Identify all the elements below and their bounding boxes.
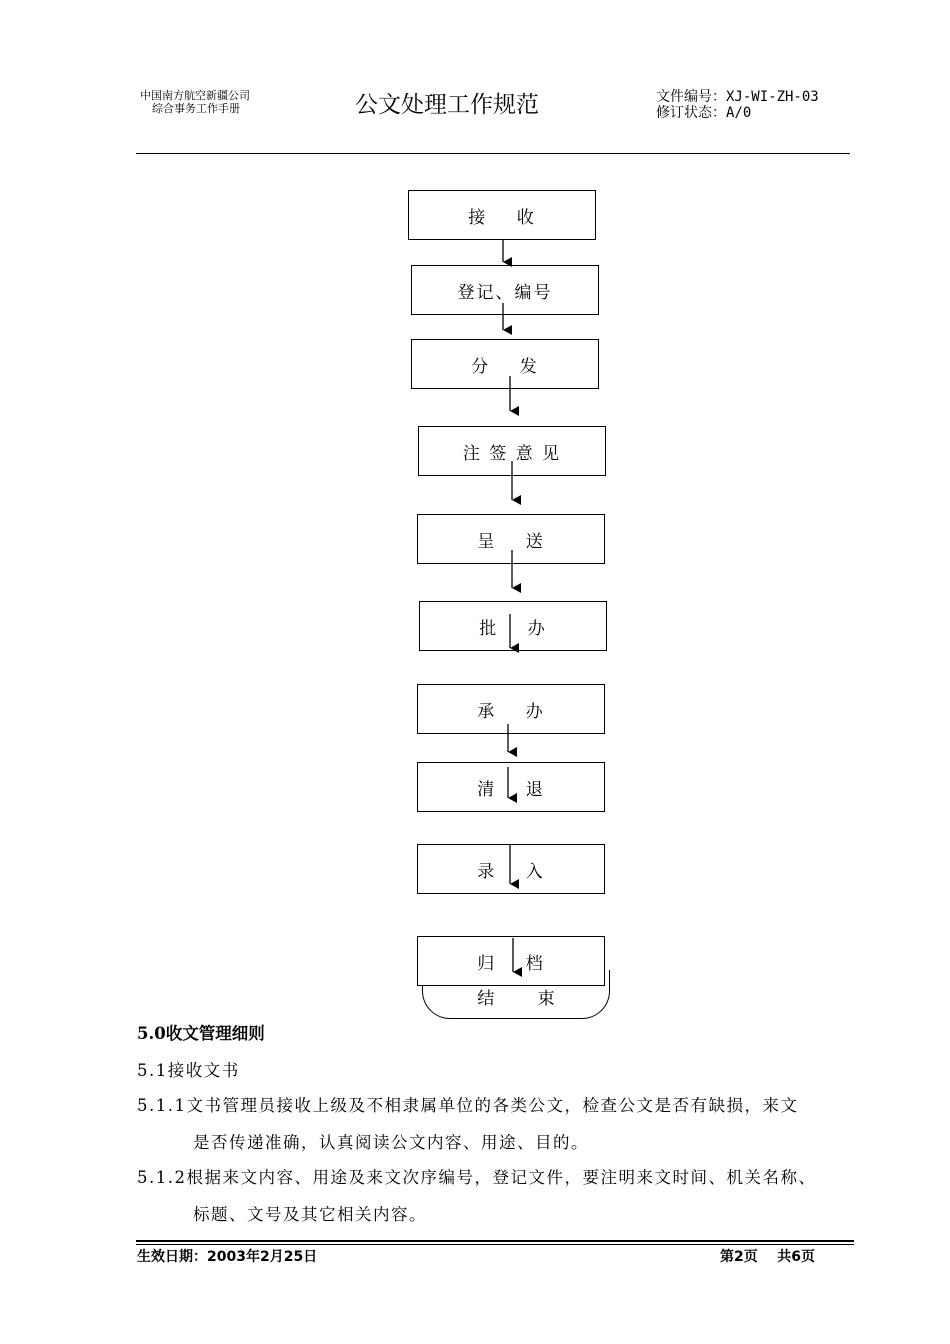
clause-5-1-1-line-2: 是否传递准确，认真阅读公文内容、用途、目的。 — [193, 1133, 589, 1152]
flow-step-handle: 承 办 — [417, 684, 605, 734]
clause-5-1-2-line-1: 5.1.2根据来文内容、用途及来文次序编号，登记文件，要注明来文时间、机关名称、 — [137, 1168, 817, 1187]
flow-step-annotate: 注 签 意 见 — [418, 426, 606, 476]
flow-step-approve: 批 办 — [419, 601, 607, 651]
clause-5-1-2-line-2: 标题、文号及其它相关内容。 — [193, 1205, 427, 1224]
company-line-2: 综合事务工作手册 — [152, 102, 240, 115]
flow-step-distribute: 分 发 — [411, 339, 599, 389]
flow-step-submit: 呈 送 — [417, 514, 605, 564]
flow-step-record: 录 入 — [417, 844, 605, 894]
clause-5-1-1-line-1: 5.1.1文书管理员接收上级及不相隶属单位的各类公文，检查公文是否有缺损，来文 — [137, 1096, 799, 1115]
page-number: 第2页 共6页 — [720, 1249, 815, 1265]
revision-status: 修订状态：A/0 — [656, 105, 752, 121]
subsection-5-1: 5.1接收文书 — [137, 1061, 240, 1080]
flow-step-register: 登记、编号 — [411, 265, 599, 315]
document-number: 文件编号：XJ-WI-ZH-03 — [656, 89, 819, 105]
company-line-1: 中国南方航空新疆公司 — [140, 89, 250, 102]
effective-date: 生效日期：2003年2月25日 — [137, 1249, 318, 1265]
footer-rule-thick — [136, 1240, 854, 1242]
flow-step-archive: 归 档 — [417, 936, 605, 986]
document-title: 公文处理工作规范 — [355, 92, 539, 118]
footer-rule-thin — [136, 1244, 854, 1245]
flow-end-label: 结 束 — [477, 989, 555, 1009]
flow-step-receive: 接 收 — [408, 190, 596, 240]
flow-step-return: 清 退 — [417, 762, 605, 812]
section-title: 5.0收文管理细则 — [137, 1024, 265, 1043]
